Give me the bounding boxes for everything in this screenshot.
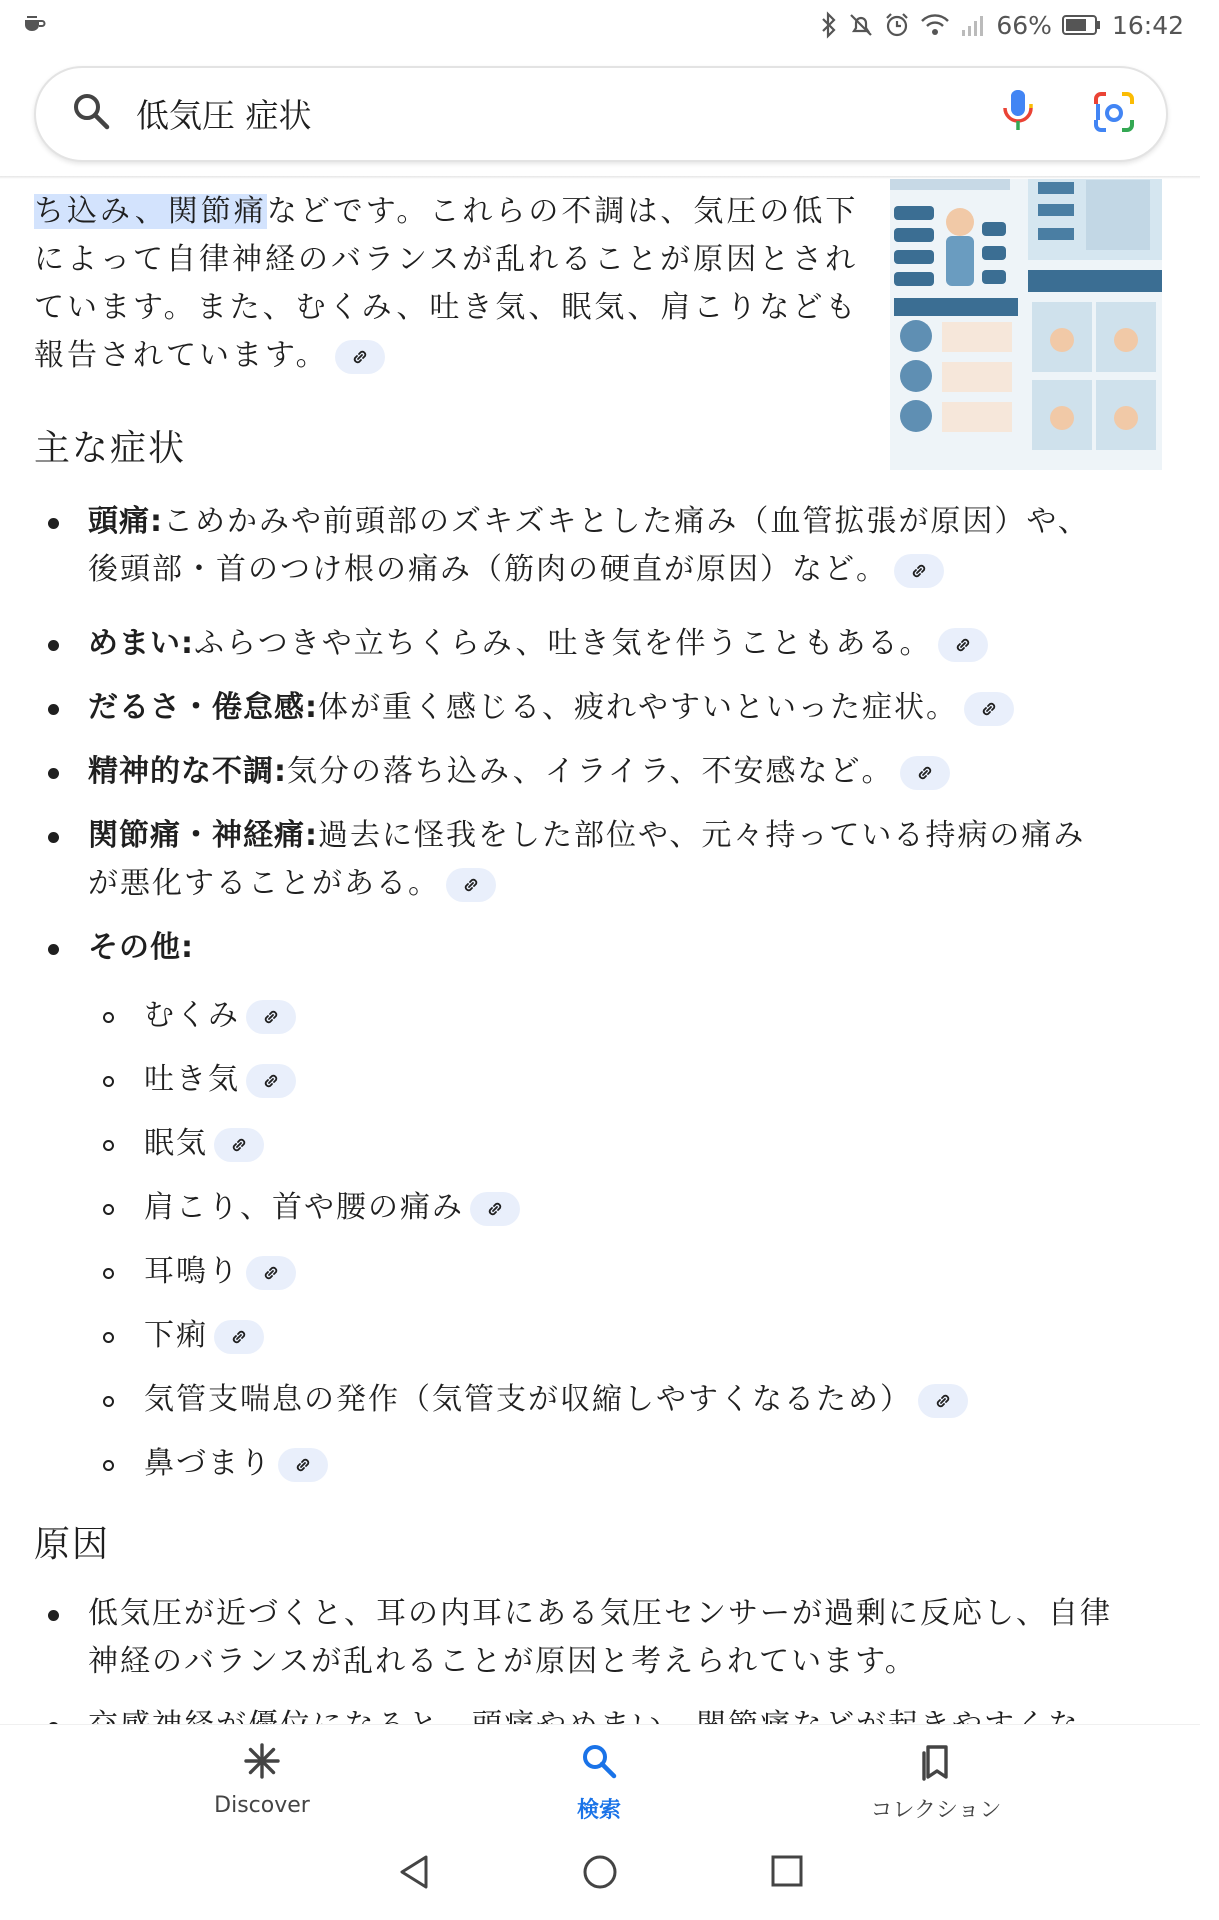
- signal-icon: [960, 12, 986, 38]
- link-icon: [933, 1391, 953, 1411]
- link-icon: [261, 1263, 281, 1283]
- link-icon: [461, 875, 481, 895]
- overview-line-4: ています。また、むくみ、吐き気、眠気、肩こりなども: [34, 290, 859, 325]
- symptom-term: 精神的な不調:: [88, 754, 287, 789]
- symptom-term: だるさ・倦怠感:: [88, 690, 318, 725]
- source-link-button[interactable]: [446, 868, 496, 902]
- back-icon[interactable]: [398, 1854, 430, 1890]
- ai-overview-content: ち込み、関節痛などです。これらの不調は、気圧の低下 によって自律神経のバランスが乱れることが原因とされ ています。また、むくみ、吐き気、眠気、肩こりなども 報告されています。 主な症状 頭痛:こめかみや前頭部のズキズキとした痛み（血管拡張が原因）や、 後頭部・首のつけ根の痛み（筋肉の硬直が原因）など。 めまい:ふらつきや立ちくらみ、吐き気を伴うこともある。 だるさ・倦怠感:体が重く感じる、疲れやすいといった症状。 精神的な不調:気分の落ち込み、イライラ、不安感など。 関節痛・神経痛:過去に怪我をした部位や、元々持っている持病の痛み が悪化することがある。 その他: むくみ 吐き気 眠気 肩こり、首や腰の痛み 耳鳴り 下痢 気管支喘息の発作（気管支が収縮しやすくなるため） 鼻づまり 原因 低気圧が近づくと、耳の内耳にある気圧センサーが過剰に反応し、自律 神経のバランスが乱れることが原因と考えられています。: [0, 150, 1200, 1724]
- sub-bullet: [103, 1140, 114, 1151]
- search-bar[interactable]: [34, 66, 1168, 162]
- bullet: [48, 944, 59, 955]
- sub-bullet: [103, 1268, 114, 1279]
- recents-icon[interactable]: [770, 1854, 804, 1888]
- link-icon: [485, 1199, 505, 1219]
- infographic-thumbnail[interactable]: [890, 170, 1162, 470]
- source-link-button[interactable]: [214, 1128, 264, 1162]
- source-link-button[interactable]: [278, 1448, 328, 1482]
- section-title-symptoms: 主な症状: [34, 428, 187, 469]
- sub-bullet: [103, 1396, 114, 1407]
- sub-bullet: [103, 1012, 114, 1023]
- discover-icon: [242, 1741, 282, 1781]
- home-icon[interactable]: [582, 1854, 618, 1890]
- source-link-button[interactable]: [246, 1064, 296, 1098]
- source-link-button[interactable]: [918, 1384, 968, 1418]
- mute-icon: [848, 12, 874, 38]
- highlighted-text[interactable]: ち込み、関節痛: [34, 194, 267, 229]
- search-header: [0, 50, 1200, 178]
- overview-line-2: ち込み、関節痛などです。これらの不調は、気圧の低下: [34, 194, 859, 229]
- overview-line-5: 報告されています。: [34, 332, 884, 380]
- bullet: [48, 768, 59, 779]
- source-link-button[interactable]: [214, 1320, 264, 1354]
- status-bar: [0, 0, 1200, 50]
- search-input[interactable]: 低気圧 症状: [136, 96, 312, 135]
- source-link-button[interactable]: [900, 756, 950, 790]
- nav-search-label: 検索: [576, 1798, 621, 1823]
- google-lens-icon[interactable]: [1092, 90, 1136, 134]
- link-icon: [979, 699, 999, 719]
- link-icon: [229, 1327, 249, 1347]
- symptom-term: 関節痛・神経痛:: [88, 818, 318, 853]
- bullet: [48, 1610, 59, 1621]
- bullet: [48, 704, 59, 715]
- sub-bullet: [103, 1204, 114, 1215]
- bullet: [48, 832, 59, 843]
- bluetooth-icon: [820, 12, 838, 38]
- system-navigation-bar: [0, 1824, 1200, 1920]
- source-link-button[interactable]: [964, 692, 1014, 726]
- search-icon: [579, 1741, 619, 1781]
- section-title-cause: 原因: [34, 1524, 111, 1565]
- nav-search[interactable]: [499, 1741, 699, 1824]
- source-link-button[interactable]: [335, 340, 385, 374]
- sub-bullet: [103, 1076, 114, 1087]
- nav-discover-label: Discover: [214, 1793, 310, 1818]
- collections-icon: [916, 1741, 956, 1781]
- link-icon: [953, 635, 973, 655]
- bottom-navigation: [0, 1724, 1200, 1825]
- bullet: [48, 640, 59, 651]
- nav-collections[interactable]: [836, 1741, 1036, 1824]
- source-link-button[interactable]: [246, 1256, 296, 1290]
- alarm-icon: [884, 12, 910, 38]
- bullet: [48, 518, 59, 529]
- header-divider: [0, 176, 1200, 179]
- clock: 16:42: [1111, 10, 1184, 40]
- app-notification-icon: [22, 14, 46, 34]
- symptom-term: めまい:: [88, 626, 194, 661]
- link-icon: [261, 1007, 281, 1027]
- nav-discover[interactable]: [162, 1741, 362, 1818]
- link-icon: [909, 561, 929, 581]
- mic-icon[interactable]: [998, 86, 1038, 138]
- battery-icon: [1062, 14, 1102, 36]
- search-icon[interactable]: [70, 90, 114, 134]
- link-icon: [915, 763, 935, 783]
- nav-collections-label: コレクション: [870, 1798, 1002, 1823]
- source-link-button[interactable]: [894, 554, 944, 588]
- source-link-button[interactable]: [470, 1192, 520, 1226]
- wifi-icon: [920, 12, 950, 38]
- symptom-term: 頭痛:: [88, 504, 163, 539]
- link-icon: [229, 1135, 249, 1155]
- link-icon: [261, 1071, 281, 1091]
- link-icon: [293, 1455, 313, 1475]
- infographic-image: [890, 170, 1162, 470]
- sub-bullet: [103, 1332, 114, 1343]
- symptom-term: その他:: [88, 930, 194, 965]
- source-link-button[interactable]: [246, 1000, 296, 1034]
- sub-bullet: [103, 1460, 114, 1471]
- source-link-button[interactable]: [938, 628, 988, 662]
- overview-line-3: によって自律神経のバランスが乱れることが原因とされ: [34, 242, 859, 277]
- link-icon: [350, 347, 370, 367]
- battery-percent: 66%: [996, 10, 1052, 40]
